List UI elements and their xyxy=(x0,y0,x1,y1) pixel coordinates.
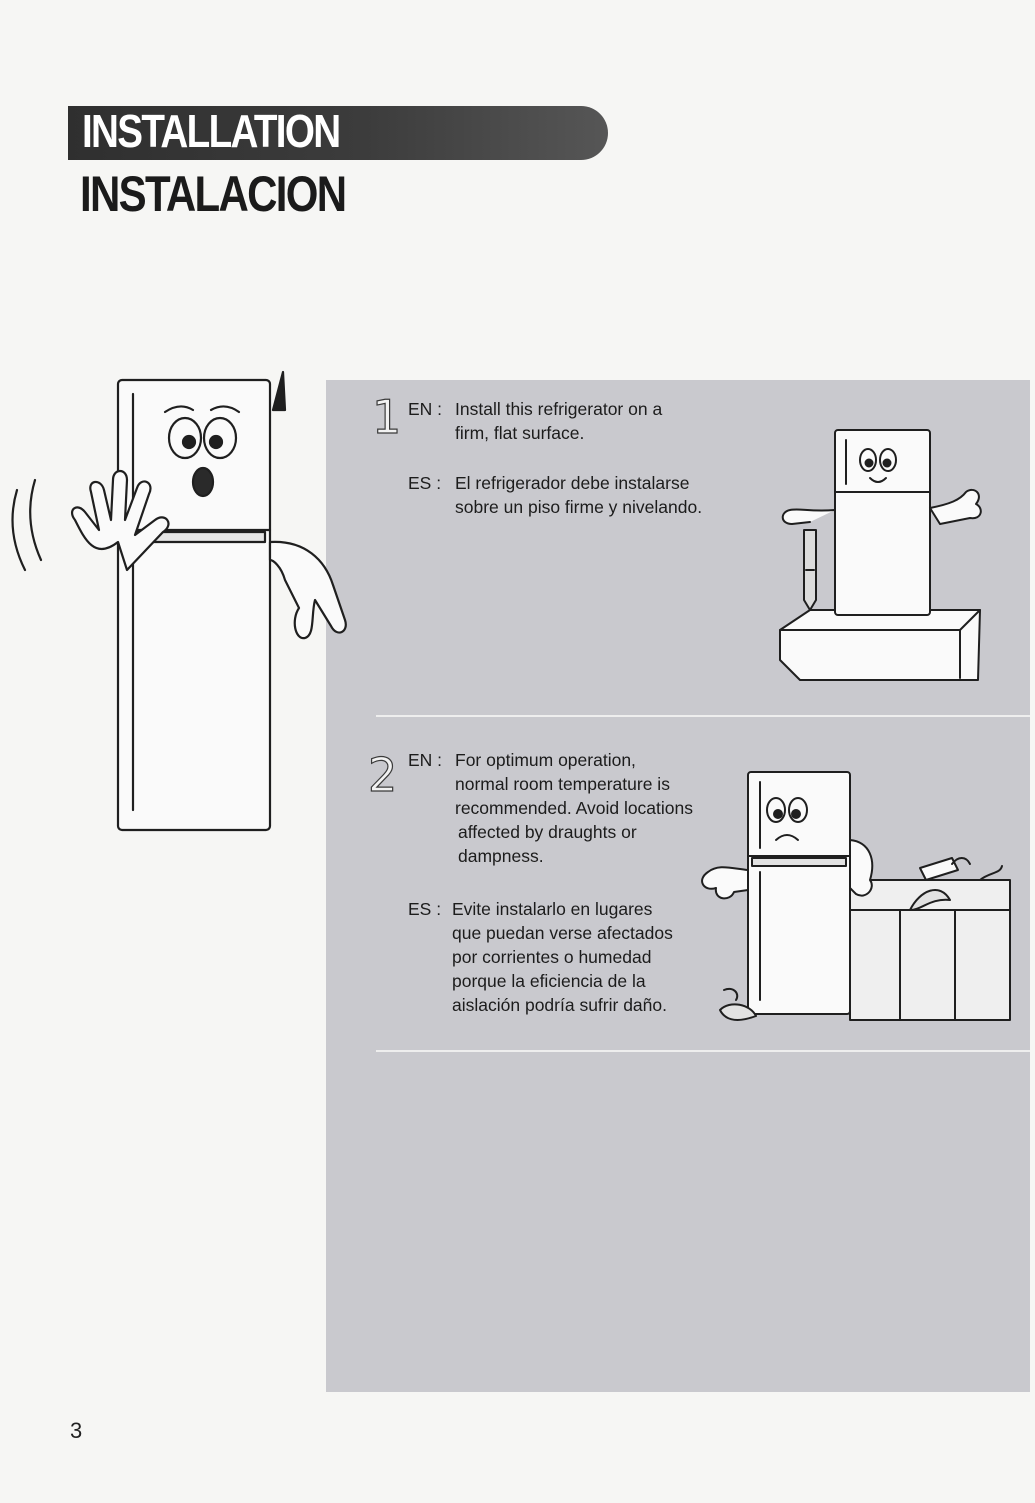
page-title-es: INSTALACION xyxy=(80,166,346,222)
lang-prefix: ES : xyxy=(408,473,442,493)
instruction-line: affected by draughts or xyxy=(458,822,637,842)
section-divider xyxy=(376,1050,1030,1052)
instruction-line: porque la eficiencia de la xyxy=(452,971,646,991)
step-number: 2 xyxy=(368,748,398,802)
page-title-en: INSTALLATION xyxy=(82,105,340,157)
fridge-damp-illustration xyxy=(690,760,1020,1050)
section-divider xyxy=(376,715,1030,717)
instruction-line: que puedan verse afectados xyxy=(452,923,673,943)
instruction-line: recommended. Avoid locations xyxy=(455,798,694,818)
instruction-line: dampness. xyxy=(458,846,544,866)
instruction-line: For optimum operation, xyxy=(455,750,636,770)
instruction-line: Install this refrigerator on a xyxy=(455,399,663,419)
page-number: 3 xyxy=(70,1418,83,1443)
instruction-line: sobre un piso firme y nivelando. xyxy=(455,497,703,517)
fridge-warning-illustration xyxy=(15,370,375,870)
instruction-line: Evite instalarlo en lugares xyxy=(452,899,653,919)
lang-prefix: ES : xyxy=(408,899,442,919)
instruction-line: firm, flat surface. xyxy=(455,423,585,443)
instruction-line: por corrientes o humedad xyxy=(452,947,652,967)
instruction-line: normal room temperature is xyxy=(455,774,670,794)
instruction-line: aislación podría sufrir daño. xyxy=(452,995,667,1015)
fridge-level-illustration xyxy=(770,420,1000,710)
lang-prefix: EN : xyxy=(408,750,443,770)
step-number: 1 xyxy=(372,390,402,444)
instruction-line: El refrigerador debe instalarse xyxy=(455,473,690,493)
lang-prefix: EN : xyxy=(408,399,443,419)
